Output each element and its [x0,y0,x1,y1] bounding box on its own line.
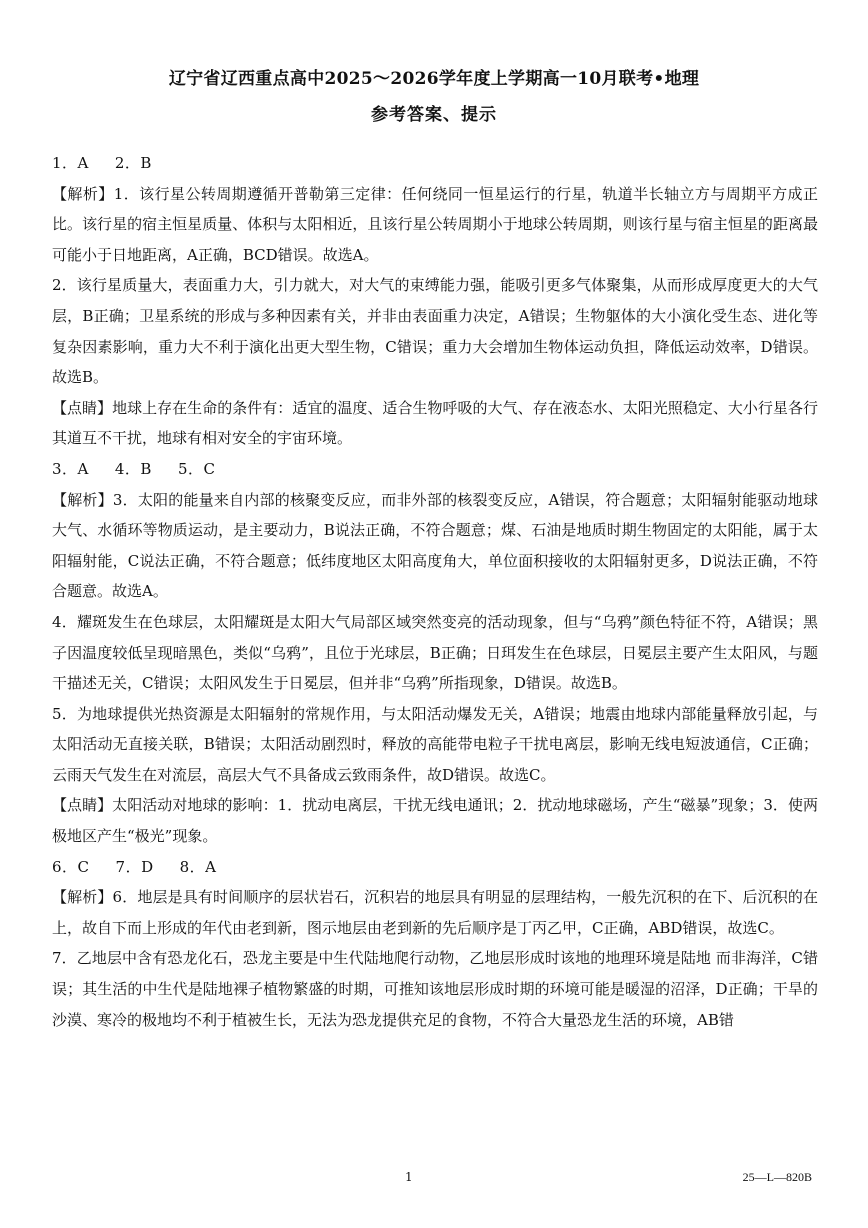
analysis-paragraph-3: 【解析】3．太阳的能量来自内部的核聚变反应，而非外部的核裂变反应，A错误，符合题意；太阳辐射能驱动地球大气、水循环等物质运动，是主要动力，B说法正确，不符合题意；煤、石油是地质时期生物固定的太阳能，属于太阳辐射能，C说法正确，不符合题意；低纬度地区太阳高度角大，单位面积接收的太阳辐射更多，D说法正确，不符合题意。故选A。 [52,490,818,601]
analysis-label: 【解析】 [52,490,113,509]
answer-line-3-5 [52,454,818,485]
document-subtitle: 参考答案、提示 [371,105,497,125]
document-code: 25—L—820B [742,1170,812,1184]
tip-label: 【点睛】 [52,398,113,417]
answer-1: 1．A [52,154,89,172]
analysis-paragraph-5: 5．为地球提供光热资源是太阳辐射的常规作用，与太阳活动爆发无关，A错误；地震由地球内部能量释放引起，与太阳活动无直接关联，B错误；太阳活动剧烈时，释放的高能带电粒子干扰电离层，影响无线电短波通信，C正确；云雨天气发生在对流层，高层大气不具备成云致雨条件，故D错误。故选C。 [52,704,818,784]
answer-7: 7．D [115,857,154,876]
page-number: 1 [405,1170,413,1184]
analysis-paragraph-2: 2．该行星质量大，表面重力大，引力就大，对大气的束缚能力强，能吸引更多气体聚集，从而形成厚度更大的大气层，B正确；卫星系统的形成与多种因素有关，并非由表面重力决定，A错误；生物躯体的大小演化受生态、进化等复杂因素影响，重力大不利于演化出更大型生物，C错误；重力大会增加生物体运动负担，降低运动效率，D错误。故选B。 [52,276,818,387]
analysis-paragraph-7: 7．乙地层中含有恐龙化石，恐龙主要是中生代陆地爬行动物，乙地层形成时该地的地理环境是陆地 而非海洋，C错误；其生活的中生代是陆地裸子植物繁盛的时期，可推知该地层形成时期的环境可能是暖湿的沼泽，D正确；干旱的沙漠、寒冷的极地均不利于植被生长，无法为恐龙提供充足的食物，不符合大量恐龙生活的环境，AB错 [52,949,818,1029]
analysis-paragraph-1: 【解析】1．该行星公转周期遵循开普勒第三定律：任何绕同一恒星运行的行星，轨道半长轴立方与周期平方成正比。该行星的宿主恒星质量、体积与太阳相近，且该行星公转周期小于地球公转周期，则该行星与宿主恒星的距离最可能小于日地距离，A正确，BCD错误。故选A。 [52,184,818,264]
tip-label: 【点睛】 [52,796,113,815]
document-title: 辽宁省辽西重点高中2025～2026学年度上学期高一10月联考•地理 [168,69,700,89]
tip-paragraph-2: 【点睛】太阳活动对地球的影响：1．扰动电离层，干扰无线电通讯；2．扰动地球磁场，产生“磁暴”现象；3．使两极地区产生“极光”现象。 [52,796,818,846]
analysis-label: 【解析】 [52,888,113,907]
answer-8: 8．A [179,857,217,876]
answer-4: 4．B [114,459,152,478]
answer-line-1-2 [52,148,818,179]
analysis-paragraph-6: 【解析】6．地层是具有时间顺序的层状岩石，沉积岩的地层具有明显的层理结构，一般先沉积的在下、后沉积的在上，故自下而上形成的年代由老到新，图示地层由老到新的先后顺序是丁丙乙甲，C正确，ABD错误，故选C。 [52,888,818,937]
answer-5: 5．C [177,459,216,478]
answer-6: 6．C [52,857,90,876]
answer-body [52,148,818,1035]
answer-line-6-8 [52,852,818,883]
answer-2: 2．B [114,154,152,172]
analysis-paragraph-4: 4．耀斑发生在色球层，太阳耀斑是太阳大气局部区域突然变亮的活动现象，但与“乌鸦”颜色特征不符，A错误；黑子因温度较低呈现暗黑色，类似“乌鸦”，且位于光球层，B正确；日珥发生在色球层，日冕层主要产生太阳风，与题干描述无关，C错误；太阳风发生于日冕层，但并非“乌鸦”所指现象，D错误。故选B。 [52,612,818,693]
answer-3: 3．A [52,459,89,478]
analysis-label: 【解析】 [52,184,114,203]
tip-paragraph-1: 【点睛】地球上存在生命的条件有：适宜的温度、适合生物呼吸的大气、存在液态水、太阳光照稳定、大小行星各行其道互不干扰，地球有相对安全的宇宙环境。 [52,398,818,448]
